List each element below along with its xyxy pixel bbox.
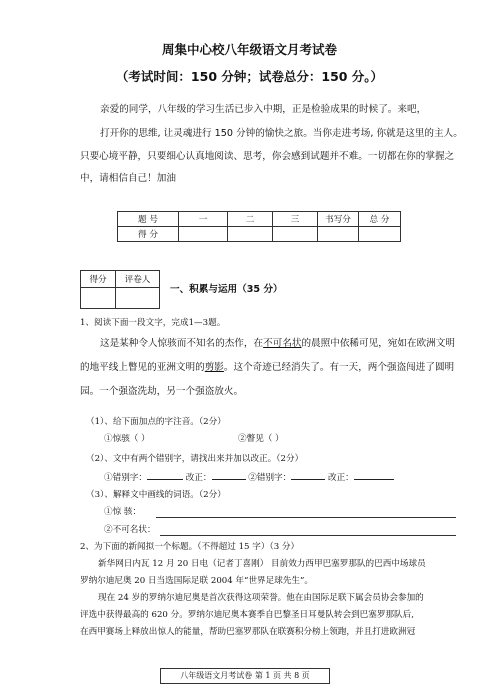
score-cell[interactable] [228, 227, 273, 242]
news-line-2: 罗纳尔迪尼奥 20 日当选国际足联 2004 年“世界足球先生”。 [80, 576, 313, 586]
q1-sub1-a: ①惊骇（ ） [104, 434, 150, 444]
news-line-4: 评选中获得最高的 620 分。罗纳尔迪尼奥本赛季自巴黎圣日耳曼队转会到巴塞罗那队后, [80, 610, 414, 620]
q1-passage-line-3 [80, 385, 243, 398]
q1-sub1-b: ②瞥见（ ） [238, 434, 284, 444]
score-table-header: 总 分 [359, 212, 401, 227]
grader-name-cell[interactable] [116, 288, 160, 309]
grader-score-label: 得分 [81, 271, 116, 288]
score-table-header: 题 号 [118, 212, 179, 227]
score-table-header: 一 [179, 212, 228, 227]
q1-sub2-label: （2）、文中有两个错别字，请找出来并加以改正。（2分） [86, 454, 304, 464]
correction-label: 改正： [327, 473, 354, 483]
passage-text: 的晨照中依稀可见，宛如在欧洲文明 [301, 338, 455, 349]
q2-prompt: 2、为下面的新闻拟一个标题。（不得超过 15 字）（3 分） [80, 542, 300, 552]
section1-title: 一、积累与运用（35 分） [170, 284, 283, 295]
q1-sub1-label: （1）、给下面加点的字注音。（2分） [86, 417, 226, 427]
q1-sub2-row [104, 470, 394, 484]
exam-time-subtitle: （考试时间：150 分钟；试卷总分：150 分。） [115, 69, 384, 84]
q1-passage-line-2 [80, 361, 454, 374]
score-table-score-row [118, 227, 401, 242]
score-cell[interactable] [179, 227, 228, 242]
intro-line-2: 打开你的思维, 让灵魂进行 150 分钟的愉快之旅。当你走进考场, 你就是这里的主人。 [100, 128, 463, 139]
typo-answer-blank[interactable] [147, 470, 183, 480]
q1-sub3-b: ②不可名状： [104, 525, 156, 535]
q1-sub3-label: （3）、解释文中画线的词语。（2分） [86, 490, 226, 500]
typo-label: ①错别字： [104, 473, 147, 483]
score-table-header: 三 [273, 212, 318, 227]
passage-text: 。这个奇迹已经消失了。有一天，两个强盗闯进了圆明 [223, 362, 455, 373]
score-row-label: 得 分 [118, 227, 179, 242]
score-table [117, 211, 401, 242]
grader-box [80, 270, 160, 309]
score-cell[interactable] [318, 227, 359, 242]
intro-line-3: 只要心境平静，只要细心认真地阅读、思考，你会感到试题并不难。一切都在你的掌握之 [80, 151, 455, 162]
intro-line-1: 亲爱的同学，八年级的学习生活已步入中期，正是检验成果的时候了。来吧， [100, 104, 427, 115]
passage-text: 这是某种令人惊骇而不知名的杰作，在 [100, 338, 264, 349]
q1-prompt: 1、阅读下面一段文字，完成1—3题。 [80, 318, 226, 328]
answer-line-b[interactable] [160, 535, 456, 536]
correction-label: 改正： [185, 473, 212, 483]
grader-name-label: 评卷人 [116, 271, 160, 288]
score-table-header-row [118, 212, 401, 227]
q1-passage-line-1 [100, 337, 455, 350]
correction-answer-blank[interactable] [212, 470, 246, 480]
typo-answer-blank[interactable] [291, 470, 325, 480]
score-cell[interactable] [273, 227, 318, 242]
answer-line-a[interactable] [156, 517, 456, 518]
intro-line-4: 中，请相信自己！加油 [80, 173, 176, 184]
underlined-term: 剪影 [204, 362, 224, 373]
page-footer: 八年级语文月考试卷 第 1 页 共 8 页 [160, 668, 330, 684]
page-title: 周集中心校八年级语文月考试卷 [161, 42, 337, 57]
underlined-term: 不可名状 [263, 338, 302, 349]
score-table-header: 书写分 [318, 212, 359, 227]
news-line-5: 在西甲赛场上释放出惊人的能量，帮助巴塞罗那队在联赛积分榜上领跑，并且打进欧洲冠 [80, 627, 416, 637]
typo-label: ②错别字： [248, 473, 292, 483]
correction-answer-blank[interactable] [354, 470, 394, 480]
passage-text: 园。一个强盗洗劫，另一个强盗放火。 [80, 386, 244, 397]
grader-score-cell[interactable] [81, 288, 116, 309]
score-cell[interactable] [359, 227, 401, 242]
news-line-3: 现在 24 岁的罗纳尔迪尼奥是首次获得这项荣誉。他在由国际足联下属会员协会参加的 [98, 593, 424, 603]
passage-text: 的地平线上瞥见的亚洲文明的 [80, 362, 205, 373]
q1-sub3-a: ①惊 骇： [104, 507, 142, 517]
news-line-1: 新华网日内瓦 12 月 20 日电（记者丁喜刚） 目前效力西甲巴塞罗那队的巴西中场球员 [98, 559, 426, 569]
score-table-header: 二 [228, 212, 273, 227]
